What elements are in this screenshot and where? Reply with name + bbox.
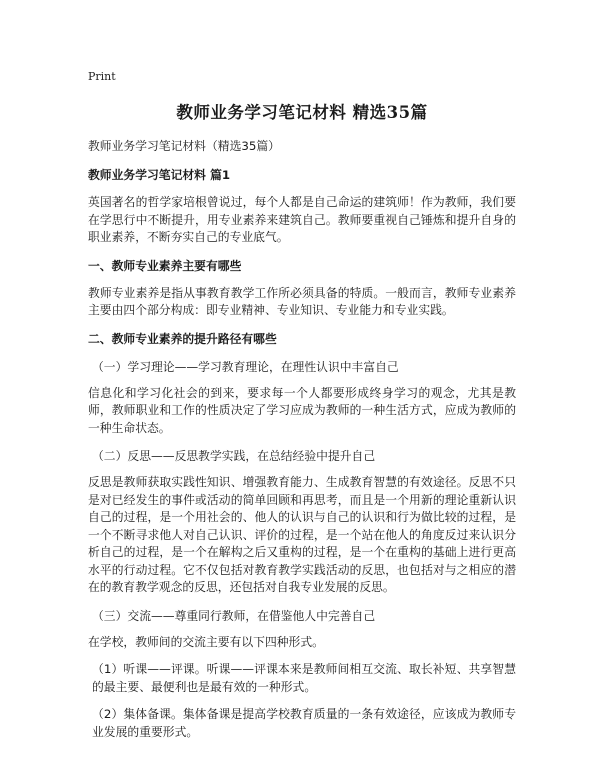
section-heading-1: 一、教师专业素养主要有哪些	[88, 258, 242, 273]
document-subtitle: 教师业务学习笔记材料（精选35篇）	[88, 139, 280, 153]
subsection-1-paragraph: 信息化和学习化社会的到来，要求每一个人都要形成终身学习的观念，尤其是教师，教师职业和工作的性质决定了学习应成为教师的一种生活方式，应成为教师的一种生命状态。	[88, 385, 516, 435]
section-heading-2: 二、教师专业素养的提升路径有哪些	[88, 331, 277, 346]
intro-paragraph: 英国著名的哲学家培根曾说过，每个人都是自己命运的建筑师！作为教师，我们要在学思行中不断提升，用专业素养来建筑自己。教师要重视自己锤炼和提升自身的职业素养，不断夯实自己的专业底气。	[88, 195, 516, 244]
list-item-2: （2）集体备课。集体备课是提高学校教育质量的一条有效途径，应该成为教师专业发展的重要形式。	[92, 707, 516, 739]
subsection-heading-1: （一）学习理论——学习教育理论，在理性认识中丰富自己	[92, 359, 399, 374]
print-link[interactable]: Print	[88, 70, 116, 83]
subsection-2-paragraph: 反思是教师获取实践性知识、增强教育能力、生成教育智慧的有效途径。反思不只是对已经发生的事件或活动的简单回顾和再思考，而且是一个用新的理论重新认识自己的过程，是一个用社会的、他人的认识与自己的认识和行为做比较的过程，是一个不断寻求他人对自己认识、评价的过程，是一个站在他人的角度反过来认识分析自己的过程，是一个在解构之后又重构的过程，是一个在重构的基础上进行更高水平的行动过程。它不仅包括对教育教学实践活动的反思，也包括对与之相应的潜在的教育教学观念的反思，还包括对自我专业发展的反思。	[88, 475, 516, 594]
section-1-paragraph: 教师专业素养是指从事教育教学工作所必须具备的特质。一般而言，教师专业素养主要由四个部分构成：即专业精神、专业知识、专业能力和专业实践。	[88, 285, 516, 317]
page-title: 教师业务学习笔记材料 精选35篇	[176, 103, 428, 122]
list-item-1: （1）听课——评课。听课——评课本来是教师间相互交流、取长补短、共享智慧的最主要、最便利也是最有效的一种形式。	[92, 662, 516, 694]
document-page	[88, 70, 516, 751]
article-heading: 教师业务学习笔记材料 篇1	[88, 168, 231, 182]
subsection-heading-2: （二）反思——反思教学实践，在总结经验中提升自己	[92, 449, 376, 463]
subsection-3-paragraph: 在学校，教师间的交流主要有以下四种形式。	[88, 634, 324, 649]
subsection-heading-3: （三）交流——尊重同行教师，在借鉴他人中完善自己	[92, 608, 376, 623]
